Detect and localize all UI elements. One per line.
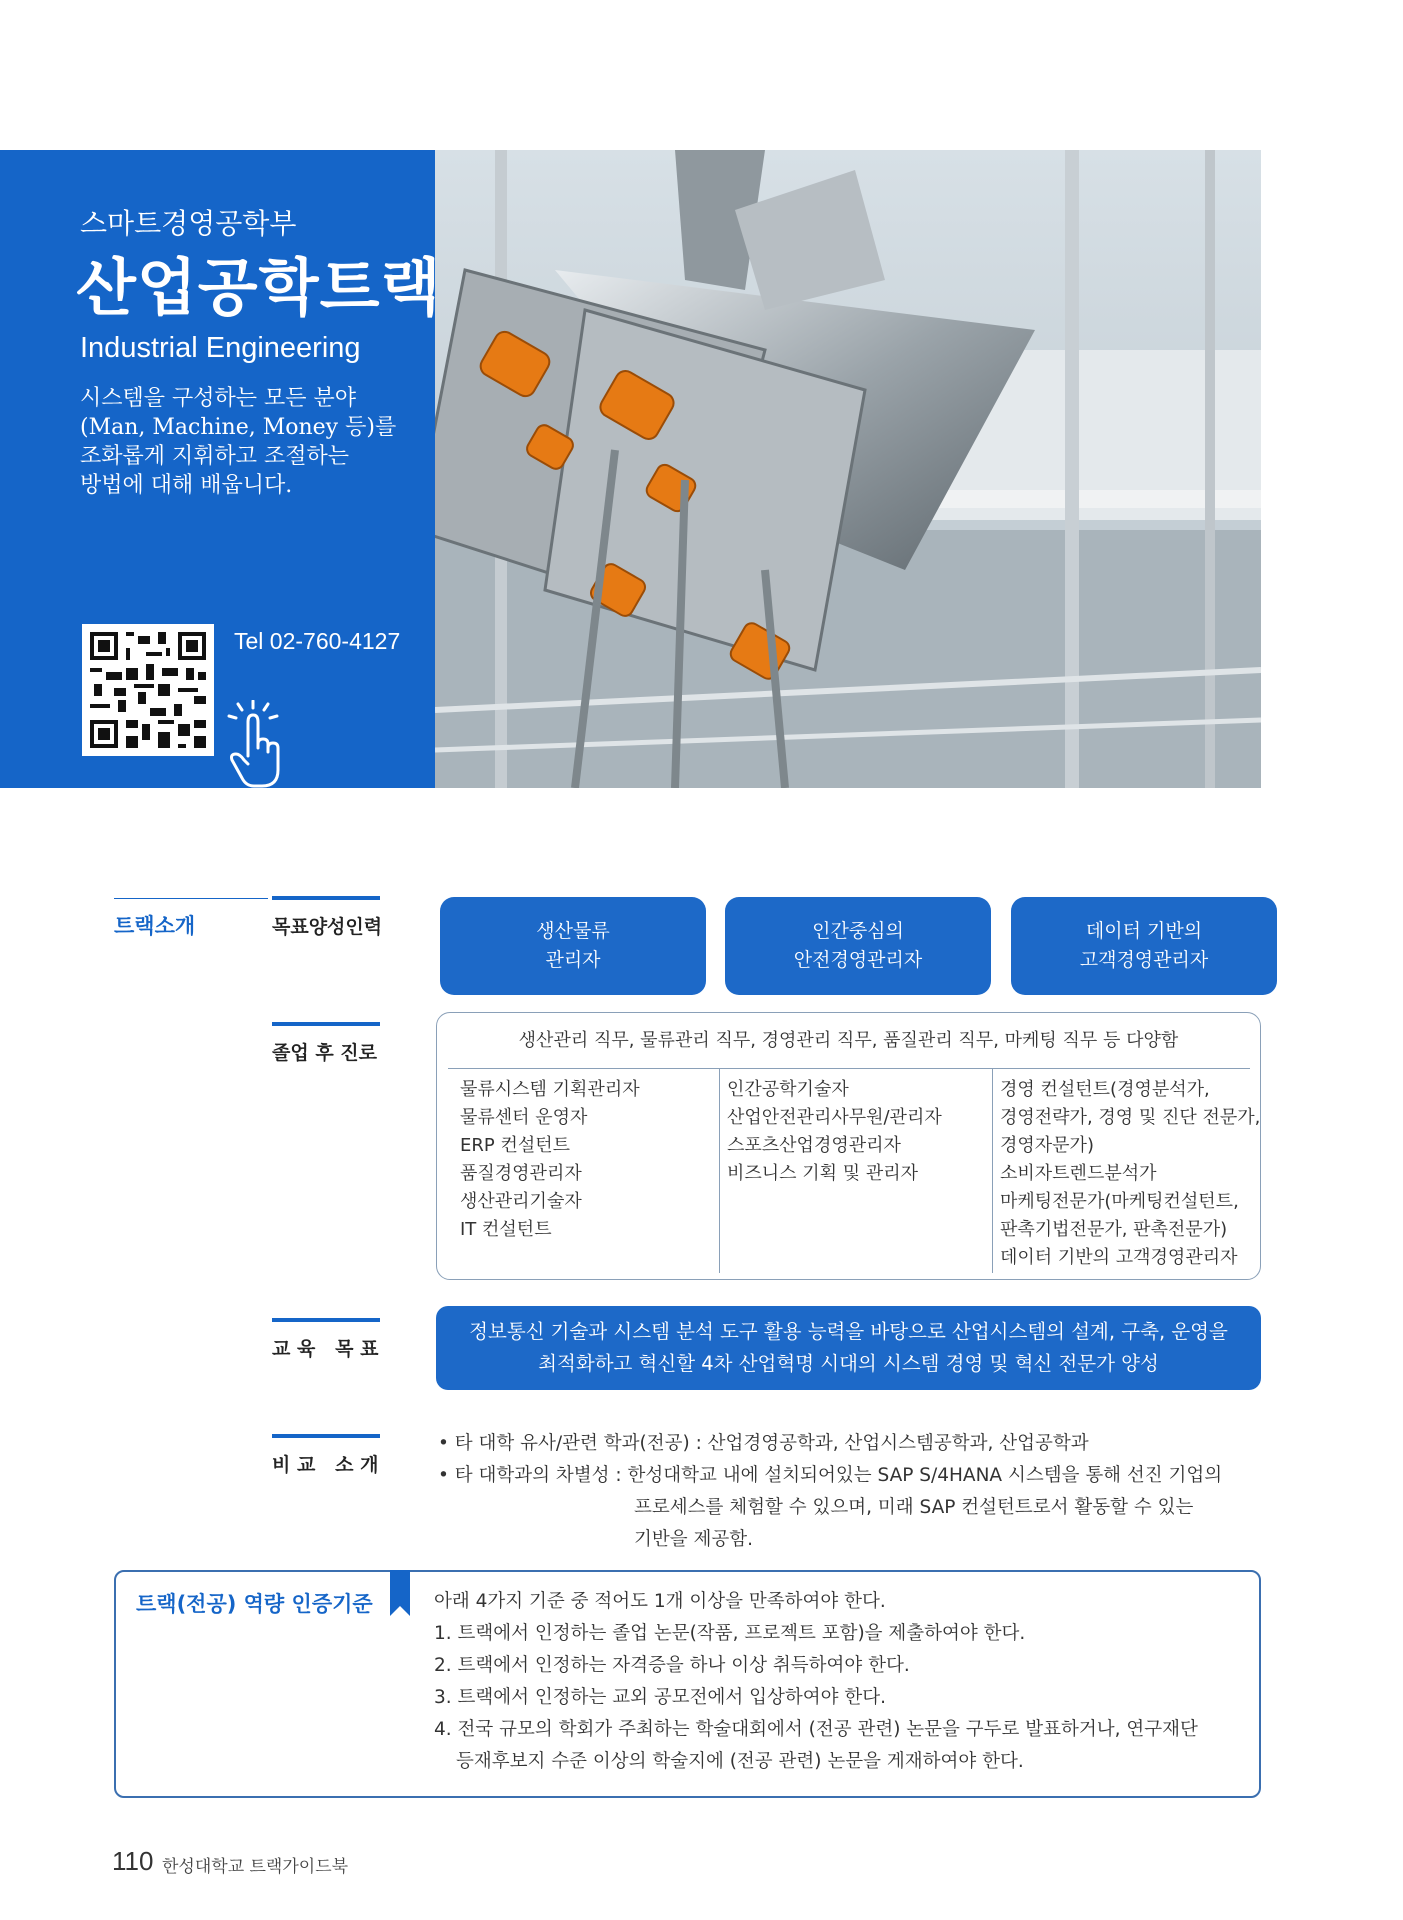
- column-divider: [992, 1068, 993, 1273]
- career-item: 경영전략가, 경영 및 진단 전문가,: [1000, 1107, 1261, 1128]
- career-item: 판촉기법전문가, 판촉전문가): [1000, 1219, 1228, 1240]
- career-item: ERP 컨설턴트: [460, 1135, 571, 1156]
- criteria-line: 2. 트랙에서 인정하는 자격증을 하나 이상 취득하여야 한다.: [434, 1655, 910, 1676]
- comparison-line: • 타 대학 유사/관련 학과(전공) : 산업경영공학과, 산업시스템공학과, 산업공학과: [438, 1433, 1089, 1454]
- goal-line: 관리자: [545, 949, 601, 971]
- description-line: 시스템을 구성하는 모든 분야: [80, 386, 357, 411]
- criteria-line: 1. 트랙에서 인정하는 졸업 논문(작품, 프로젝트 포함)을 제출하여야 한다.: [434, 1623, 1026, 1644]
- certification-criteria: [434, 1586, 1198, 1778]
- label-bar: [272, 1318, 380, 1322]
- career-item: 소비자트렌드분석가: [1000, 1163, 1157, 1184]
- career-divider: [448, 1068, 1250, 1069]
- label-bar: [272, 1434, 380, 1438]
- tap-hand-icon: [222, 700, 288, 790]
- goal-line: 생산물류: [536, 920, 610, 942]
- career-item: IT 컨설턴트: [460, 1219, 552, 1240]
- telephone-number: Tel 02-760-4127: [234, 628, 401, 654]
- career-item: 품질경영관리자: [460, 1163, 582, 1184]
- bookmark-icon: [390, 1570, 410, 1616]
- career-item: 인간공학기술자: [727, 1079, 849, 1100]
- track-description: [80, 384, 410, 500]
- criteria-line: 3. 트랙에서 인정하는 교외 공모전에서 입상하여야 한다.: [434, 1687, 886, 1708]
- career-item: 산업안전관리사무원/관리자: [727, 1107, 942, 1128]
- education-goal-line: 최적화하고 혁신할 4차 산업혁명 시대의 시스템 경영 및 혁신 전문가 양성: [538, 1352, 1159, 1375]
- description-line: (Man, Machine, Money 등)를: [80, 415, 397, 440]
- career-item: 경영 컨설턴트(경영분석가,: [1000, 1079, 1210, 1100]
- section-divider: [114, 898, 268, 899]
- goal-line: 안전경영관리자: [793, 949, 923, 971]
- education-goal-line: 정보통신 기술과 시스템 분석 도구 활용 능력을 바탕으로 산업시스템의 설계, 구축, 운영을: [469, 1320, 1228, 1343]
- label-career: 졸업 후 진로: [272, 1042, 377, 1064]
- goal-line: 데이터 기반의: [1085, 920, 1203, 942]
- comparison-line: 기반을 제공함.: [634, 1529, 753, 1550]
- career-column-consulting: [1000, 1076, 1260, 1272]
- industrial-machinery-photo: [435, 150, 1261, 788]
- goal-safety-management: [725, 897, 991, 995]
- page-number: 110: [112, 1846, 154, 1876]
- department-name: 스마트경영공학부: [80, 207, 297, 240]
- label-bar: [272, 1022, 380, 1026]
- label-bar: [272, 896, 380, 900]
- goal-line: 고객경영관리자: [1079, 949, 1209, 971]
- career-item: 비즈니스 기획 및 관리자: [727, 1163, 919, 1184]
- label-education-goal: 교 육 목 표: [272, 1338, 379, 1360]
- track-english-title: Industrial Engineering: [80, 332, 361, 364]
- career-item: 생산관리기술자: [460, 1191, 582, 1212]
- section-label-intro: 트랙소개: [114, 914, 196, 938]
- goal-production-logistics: [440, 897, 706, 995]
- career-column-logistics: [460, 1076, 640, 1244]
- comparison-line: • 타 대학과의 차별성 : 한성대학교 내에 설치되어있는 SAP S/4HANA 시스템을 통해 선진 기업의: [438, 1465, 1223, 1486]
- criteria-line: 4. 전국 규모의 학회가 주최하는 학술대회에서 (전공 관련) 논문을 구두로 발표하거나, 연구재단: [434, 1719, 1198, 1740]
- career-item: 경영자문가): [1000, 1135, 1094, 1156]
- book-title: 한성대학교 트랙가이드북: [162, 1857, 349, 1877]
- career-item: 스포츠산업경영관리자: [727, 1135, 901, 1156]
- criteria-line: 등재후보지 수준 이상의 학술지에 (전공 관련) 논문을 게재하여야 한다.: [456, 1751, 1024, 1772]
- career-item: 데이터 기반의 고객경영관리자: [1000, 1247, 1238, 1268]
- certification-title: 트랙(전공) 역량 인증기준: [136, 1592, 373, 1616]
- career-column-safety: [727, 1076, 942, 1188]
- goal-customer-management: [1011, 897, 1277, 995]
- qr-code-icon[interactable]: [82, 624, 214, 756]
- track-title: 산업공학트랙: [76, 251, 442, 324]
- goal-line: 인간중심의: [812, 920, 904, 942]
- comparison-line: 프로세스를 체험할 수 있으며, 미래 SAP 컨설턴트로서 활동할 수 있는: [634, 1497, 1194, 1518]
- career-item: 물류센터 운영자: [460, 1107, 588, 1128]
- description-line: 방법에 대해 배웁니다.: [80, 473, 293, 498]
- column-divider: [719, 1068, 720, 1273]
- label-comparison: 비 교 소 개: [272, 1454, 379, 1476]
- criteria-line: 아래 4가지 기준 중 적어도 1개 이상을 만족하여야 한다.: [434, 1591, 886, 1612]
- description-line: 조화롭게 지휘하고 조절하는: [80, 444, 350, 469]
- education-goal-box: [436, 1306, 1261, 1390]
- career-item: 물류시스템 기획관리자: [460, 1079, 640, 1100]
- label-goal-talent: 목표양성인력: [272, 916, 383, 938]
- career-summary: 생산관리 직무, 물류관리 직무, 경영관리 직무, 품질관리 직무, 마케팅 직무 등 다양함: [518, 1030, 1179, 1051]
- career-item: 마케팅전문가(마케팅컨설턴트,: [1000, 1191, 1239, 1212]
